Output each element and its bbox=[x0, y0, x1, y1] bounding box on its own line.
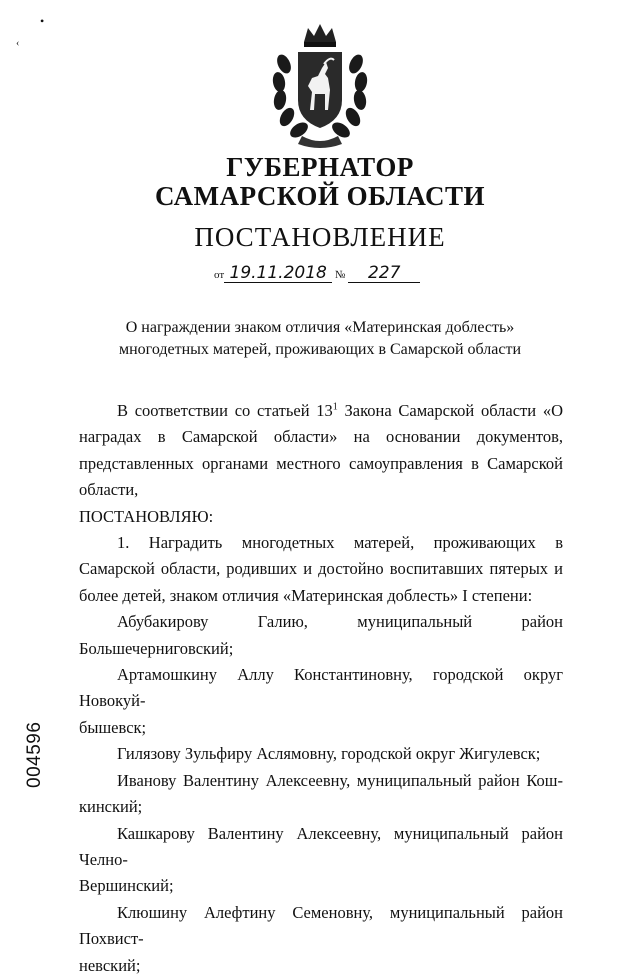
stray-mark: • bbox=[40, 14, 45, 28]
preamble-paragraph bbox=[79, 398, 563, 504]
awardee-line: Артамошкину Аллу Константиновну, городской округ Новокуй- bbox=[79, 665, 563, 711]
preamble-text: В соответствии со статьей 13 bbox=[117, 401, 333, 420]
awardee-line: Гилязову Зульфиру Аслямовну, городской округ Жигулевск; bbox=[117, 744, 541, 764]
item-paragraph: 1. Наградить многодетных матерей, проживающих в Самарской области, родивших и достойно воспитавших пятерых и более детей, знаком отличия «Материнская доблесть» I степени: bbox=[79, 533, 563, 605]
date-number-line bbox=[214, 264, 420, 283]
awardee-line: Кашкарову Валентину Алексеевну, муниципальный район Челно- bbox=[79, 823, 563, 869]
issuer-title: ГУБЕРНАТОР bbox=[226, 152, 414, 182]
document-date: 19.11.2018 bbox=[224, 264, 332, 283]
stray-mark: ‹ bbox=[16, 38, 20, 49]
awardee-line: кинский; bbox=[79, 797, 143, 817]
document-number: 227 bbox=[348, 264, 420, 283]
awardee-line: невский; bbox=[79, 955, 141, 975]
subject-line: О награждении знаком отличия «Материнская доблесть» bbox=[125, 319, 515, 336]
document-body bbox=[79, 398, 563, 979]
document-subject bbox=[0, 317, 640, 361]
preamble-text: Закона Самарской области «О наградах в Самарской области» на основании документов, представленных органами местного самоуправления в Самарской области, bbox=[79, 401, 563, 500]
samara-region-coat-of-arms-icon bbox=[268, 20, 372, 150]
article-superscript: 1 bbox=[332, 401, 338, 413]
decree-word: ПОСТАНОВЛЯЮ: bbox=[79, 506, 214, 526]
awardee-line: Абубакирову Галию, муниципальный район Большечерниговский; bbox=[79, 612, 563, 658]
awardee-line: Вершинский; bbox=[79, 876, 174, 896]
awardee-line: Клюшину Алефтину Семеновну, муниципальный район Похвист- bbox=[79, 902, 563, 949]
awardee-line: Иванову Валентину Алексеевну, муниципальный район Кош- bbox=[117, 770, 563, 790]
issuer-subtitle: САМАРСКОЙ ОБЛАСТИ bbox=[154, 181, 486, 211]
serial-number: 004596 bbox=[24, 721, 45, 788]
date-prefix: от bbox=[214, 269, 225, 281]
number-prefix: № bbox=[334, 269, 346, 281]
document-type: ПОСТАНОВЛЕНИЕ bbox=[194, 222, 446, 252]
subject-line: многодетных матерей, проживающих в Самарской области bbox=[118, 341, 521, 358]
awardee-line: бышевск; bbox=[79, 717, 147, 737]
